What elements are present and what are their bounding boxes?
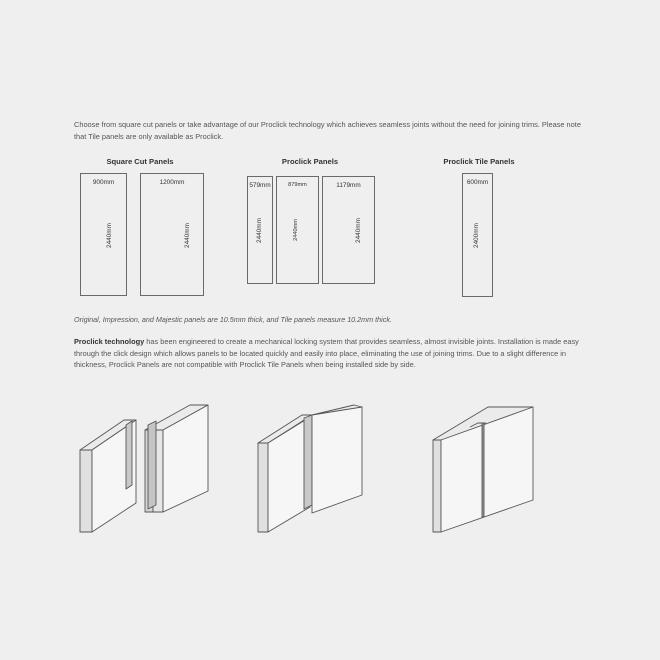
panel-width-label: 1179mm xyxy=(336,182,361,189)
panel-height-label: 2400mm xyxy=(472,223,480,248)
panel-width-label: 900mm xyxy=(92,179,115,186)
panels-angled-join-illustration xyxy=(258,405,362,532)
panel-width-label: 1200mm xyxy=(159,179,185,186)
panel-height-label: 2440mm xyxy=(105,223,113,248)
proclick-description-text: has been engineered to create a mechanical locking system that provides seamless, almost invisible joints. Installation is made easy through the click design which allows panels to be located quickly and easily into place, eliminating the use of joining trims. Due to a slight difference in thickness, Proclick Panels are not compatible with Proclick Tile Panels when being installed side by side. xyxy=(74,337,579,370)
panel-diagram-879 xyxy=(276,176,319,284)
intro-text: Choose from square cut panels or take advantage of our Proclick technology which achieves seamless joints without the need for joining trims. Please note that Tile panels are only available as Proclick. xyxy=(74,120,581,141)
panel-width-label: 600mm xyxy=(466,179,489,186)
panel-diagram-1200 xyxy=(140,173,204,296)
proclick-term: Proclick technology xyxy=(74,337,145,346)
panel-height-label: 2440mm xyxy=(292,219,299,241)
panel-diagram-600 xyxy=(462,173,493,297)
panel-width-label: 879mm xyxy=(288,182,307,188)
proclick-description xyxy=(74,336,594,371)
group-title-square-cut: Square Cut Panels xyxy=(106,157,174,166)
thickness-note: Original, Impression, and Majestic panels are 10.5mm thick, and Tile panels measure 10.2mm thick. xyxy=(74,315,392,324)
proclick-join-illustrations xyxy=(0,395,660,545)
group-title-proclick-tile: Proclick Tile Panels xyxy=(443,157,515,166)
panels-separated-illustration xyxy=(80,405,208,532)
panels-joined-illustration xyxy=(433,407,533,532)
panel-height-label: 2440mm xyxy=(183,223,191,248)
panel-width-label: 579mm xyxy=(249,182,271,189)
panel-height-label: 2440mm xyxy=(255,218,263,243)
panel-diagram-900 xyxy=(80,173,127,296)
panel-diagram-1179 xyxy=(322,176,375,284)
group-title-proclick: Proclick Panels xyxy=(281,157,339,166)
panel-diagram-579 xyxy=(247,176,273,284)
panel-height-label: 2440mm xyxy=(354,218,362,243)
